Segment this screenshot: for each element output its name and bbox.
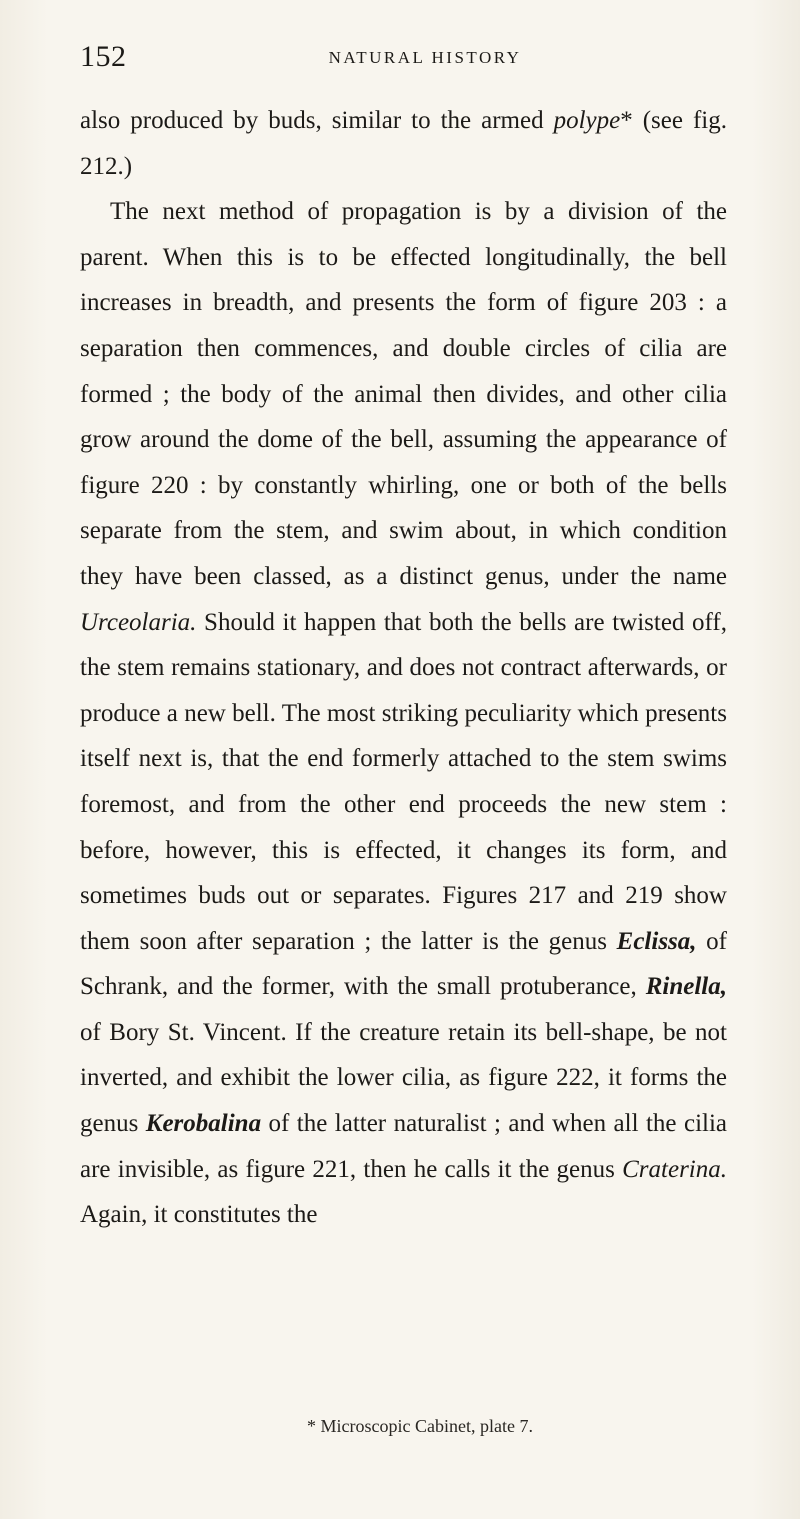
italic-term-polype: polype: [553, 107, 621, 134]
italic-term-urceolaria: Urceolaria.: [80, 608, 197, 636]
text-span: Should it happen that both the bells are twisted off, the stem remains stationary, and does not contract afterwards, or produce a new bell. The most striking peculiarity which presents itself next is, that the end formerly attached to the stem swims foremost, and from the other end proceeds the new stem : before, however, this is effected, it changes its form, and sometimes buds out or separates. Figures 217 and 219 show them soon after separation ; the latter is the genus: [80, 608, 727, 955]
italic-term-eclissa: Eclissa,: [616, 927, 697, 955]
text-span: of Schrank, and the former, with the small protuberance,: [80, 927, 728, 1001]
text-span: * (see fig. 212.): [80, 107, 727, 180]
paragraph-2: [80, 189, 727, 1238]
page-header: [0, 40, 800, 80]
text-span: of the latter naturalist ; and when all the cilia are invisible, as figure 221, then he calls it the genus: [80, 1110, 727, 1183]
text-span: Again, it constitutes the: [80, 1201, 318, 1229]
text-span: also produced by buds, similar to the armed: [80, 107, 554, 134]
body-text: [80, 98, 727, 1238]
running-head: NATURAL HISTORY: [328, 48, 522, 67]
footnote: * Microscopic Cabinet, plate 7.: [307, 1416, 533, 1436]
italic-term-craterina: Craterina.: [622, 1155, 727, 1183]
text-span: The next method of propagation is by a division of the parent. When this is to be effected longitudinally, the bell increases in breadth, and presents the form of figure 203 : a separation then commences, and double circles of cilia are formed ; the body of the animal then divides, and other cilia grow around the dome of the bell, assuming the appearance of figure 220 : by constantly whirling, one or both of the bells separate from the stem, and swim about, in which condition they have been classed, as a distinct genus, under the name: [80, 198, 727, 590]
italic-term-rinella: Rinella,: [645, 973, 727, 1001]
italic-term-kerobalina: Kerobalina: [145, 1110, 262, 1138]
page-number: 152: [80, 40, 127, 73]
text-span: of Bory St. Vincent. If the creature retain its bell-shape, be not inverted, and exhibit the lower cilia, as figure 222, it forms the genus: [80, 1018, 727, 1138]
paragraph-1: [80, 98, 727, 189]
